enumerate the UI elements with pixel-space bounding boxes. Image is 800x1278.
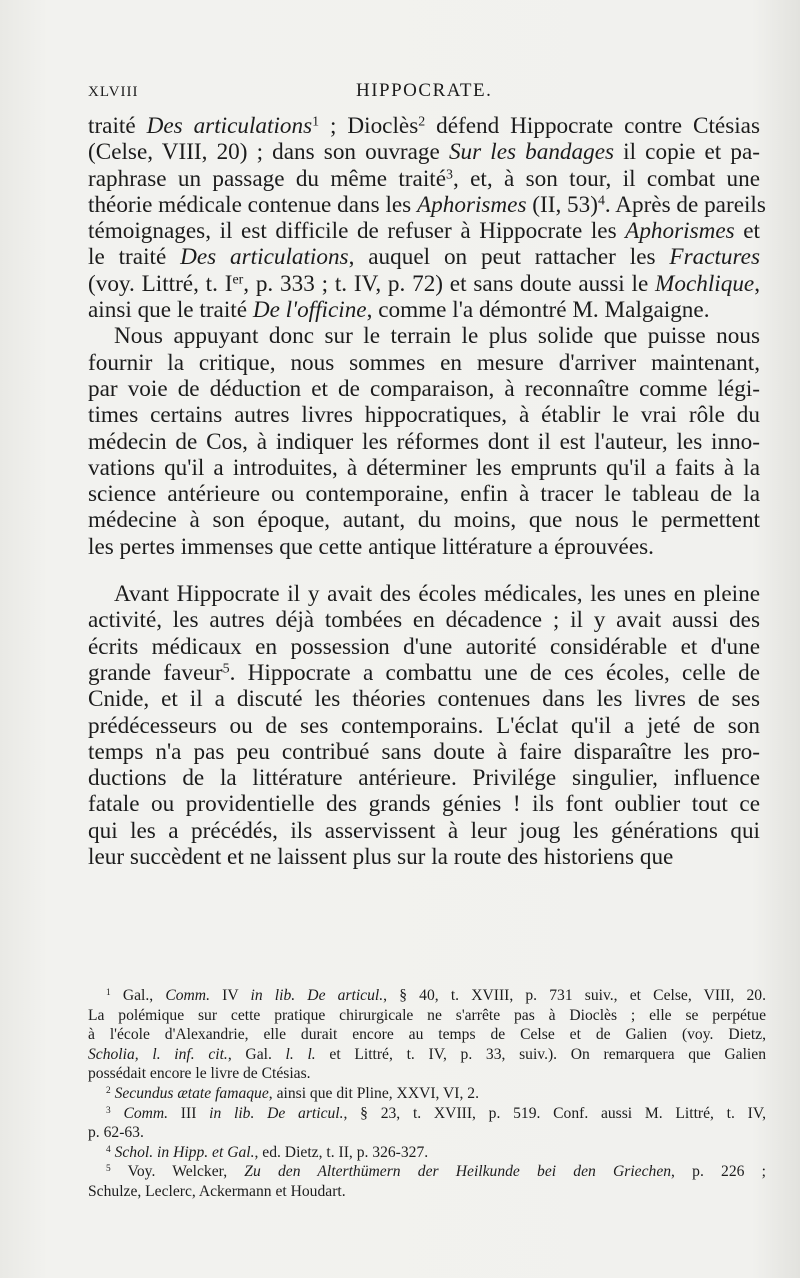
main-text	[88, 113, 766, 871]
footnote	[88, 1143, 766, 1163]
paragraph-3-line: qui les a précédés, ils asservissent à leur joug les générations qui	[88, 817, 760, 844]
paragraph-2	[88, 323, 760, 560]
paragraph-1-line: (voy. Littré, t. Ier, p. 333 ; t. IV, p. 72) et sans doute aussi le Mochlique,	[88, 270, 761, 297]
footnote-line: possédait encore le livre de Ctésias.	[88, 1065, 311, 1083]
paragraph-2-line: times certains autres livres hippocratiques, à établir le vrai rôle du	[88, 402, 760, 429]
paragraph-1	[88, 113, 766, 324]
paragraph-1-line: traité Des articulations$^1$ ; Dioclès$^2$ défend Hippocrate contre Ctésias	[88, 113, 760, 139]
paragraph-2-line: fournir la critique, nous sommes en mesure d'arriver maintenant,	[88, 349, 760, 376]
footnote-line: Schulze, Leclerc, Ackermann et Houdart.	[88, 1182, 346, 1200]
footnote	[88, 1104, 766, 1143]
footnote	[88, 1162, 766, 1201]
running-title: HIPPOCRATE.	[356, 80, 493, 101]
paragraph-2-line: science antérieure ou contemporaine, enfin à tracer le tableau de la	[88, 481, 760, 508]
paragraph-2-line: les pertes immenses que cette antique littérature a éprouvées.	[88, 533, 654, 560]
paragraph-2-line: Nous appuyant donc sur le terrain le plus solide que puisse nous	[114, 323, 760, 350]
footnote-line: Scholia, l. inf. cit., Gal. l. l. et Littré, t. IV, p. 33, suiv.). On remarquera que Galien	[88, 1045, 766, 1063]
paragraph-1-line: ainsi que le traité De l'officine, comme l'a démontré M. Malgaigne.	[88, 297, 710, 324]
footnote-line: La polémique sur cette pratique chirurgicale ne s'arrête pas à Dioclès ; elle se perpétue	[88, 1006, 766, 1024]
paragraph-2-line: par voie de déduction et de comparaison, à reconnaître comme légi-	[88, 375, 760, 402]
paragraph-3-line: temps n'a pas peu contribué sans doute à faire disparaître les pro-	[88, 738, 760, 765]
footnote-line: à l'école d'Alexandrie, elle durait encore au temps de Celse et de Galien (voy. Dietz,	[88, 1026, 766, 1044]
paragraph-3-line: Avant Hippocrate il y avait des écoles médicales, les unes en pleine	[114, 581, 760, 608]
paragraph-3-line: activité, les autres déjà tombées en décadence ; il y avait aussi des	[88, 607, 760, 634]
paragraph-3-line: ductions de la littérature antérieure. Privilége singulier, influence	[88, 765, 760, 792]
paragraph-3-line: leur succèdent et ne laissent plus sur la route des historiens que	[88, 844, 674, 871]
paragraph-1-line: théorie médicale contenue dans les Aphorismes (II, 53)$^4$. Après de pareils	[88, 191, 766, 218]
footnotes	[88, 986, 766, 1202]
footnote-line: p. 62-63.	[88, 1124, 144, 1142]
paragraph-3	[88, 581, 760, 870]
paragraph-2-line: médecine à son époque, autant, du moins, que nous le permettent	[88, 507, 760, 534]
footnote-line: $^5$ Voy. Welcker, Zu den Alterthümern der Heilkunde bei den Griechen, p. 226 ;	[106, 1163, 766, 1181]
paragraph-2-line: vations qu'il a introduites, à déterminer les emprunts qu'il a faits à la	[88, 454, 760, 481]
paragraph-3-line: Cnide, et il a discuté les théories contenues dans les livres de ses	[88, 686, 760, 713]
paragraph-1-line: le traité Des articulations, auquel on peut rattacher les Fractures	[88, 244, 760, 271]
footnote	[88, 986, 766, 1084]
paragraph-3-line: fatale ou providentielle des grands génies ! ils font oublier tout ce	[88, 791, 760, 818]
footnote-line: $^3$ Comm. III in lib. De articul., § 23, t. XVIII, p. 519. Conf. aussi M. Littré, t. IV,	[106, 1104, 766, 1122]
paragraph-2-line: médecin de Cos, à indiquer les réformes dont il est l'auteur, les inno-	[88, 428, 760, 455]
paragraph-3-line: écrits médicaux en possession d'une autorité considérable et d'une	[88, 633, 760, 660]
paragraph-1-line: témoignages, il est difficile de refuser à Hippocrate les Aphorismes et	[88, 218, 760, 245]
paragraph-1-line: raphrase un passage du même traité$^3$, et, à son tour, il combat une	[88, 165, 760, 192]
paragraph-3-line: prédécesseurs ou de ses contemporains. L'éclat qu'il a jeté de son	[88, 712, 760, 739]
page-number: XLVIII	[88, 84, 139, 100]
footnote-line: $^1$ Gal., Comm. IV in lib. De articul., § 40, t. XVIII, p. 731 suiv., et Celse, VIII, 20.	[106, 987, 766, 1004]
page-header	[88, 80, 758, 110]
footnote	[88, 1084, 766, 1104]
footnote-line: $^4$ Schol. in Hipp. et Gal., ed. Dietz, t. II, p. 326-327.	[106, 1143, 429, 1161]
paragraph-1-line: (Celse, VIII, 20) ; dans son ouvrage Sur les bandages il copie et pa-	[88, 139, 760, 166]
footnote-line: $^2$ Secundus ætate famaque, ainsi que dit Pline, XXVI, VI, 2.	[106, 1084, 479, 1102]
paragraph-3-line: grande faveur$^5$. Hippocrate a combattu une de ces écoles, celle de	[88, 659, 760, 686]
